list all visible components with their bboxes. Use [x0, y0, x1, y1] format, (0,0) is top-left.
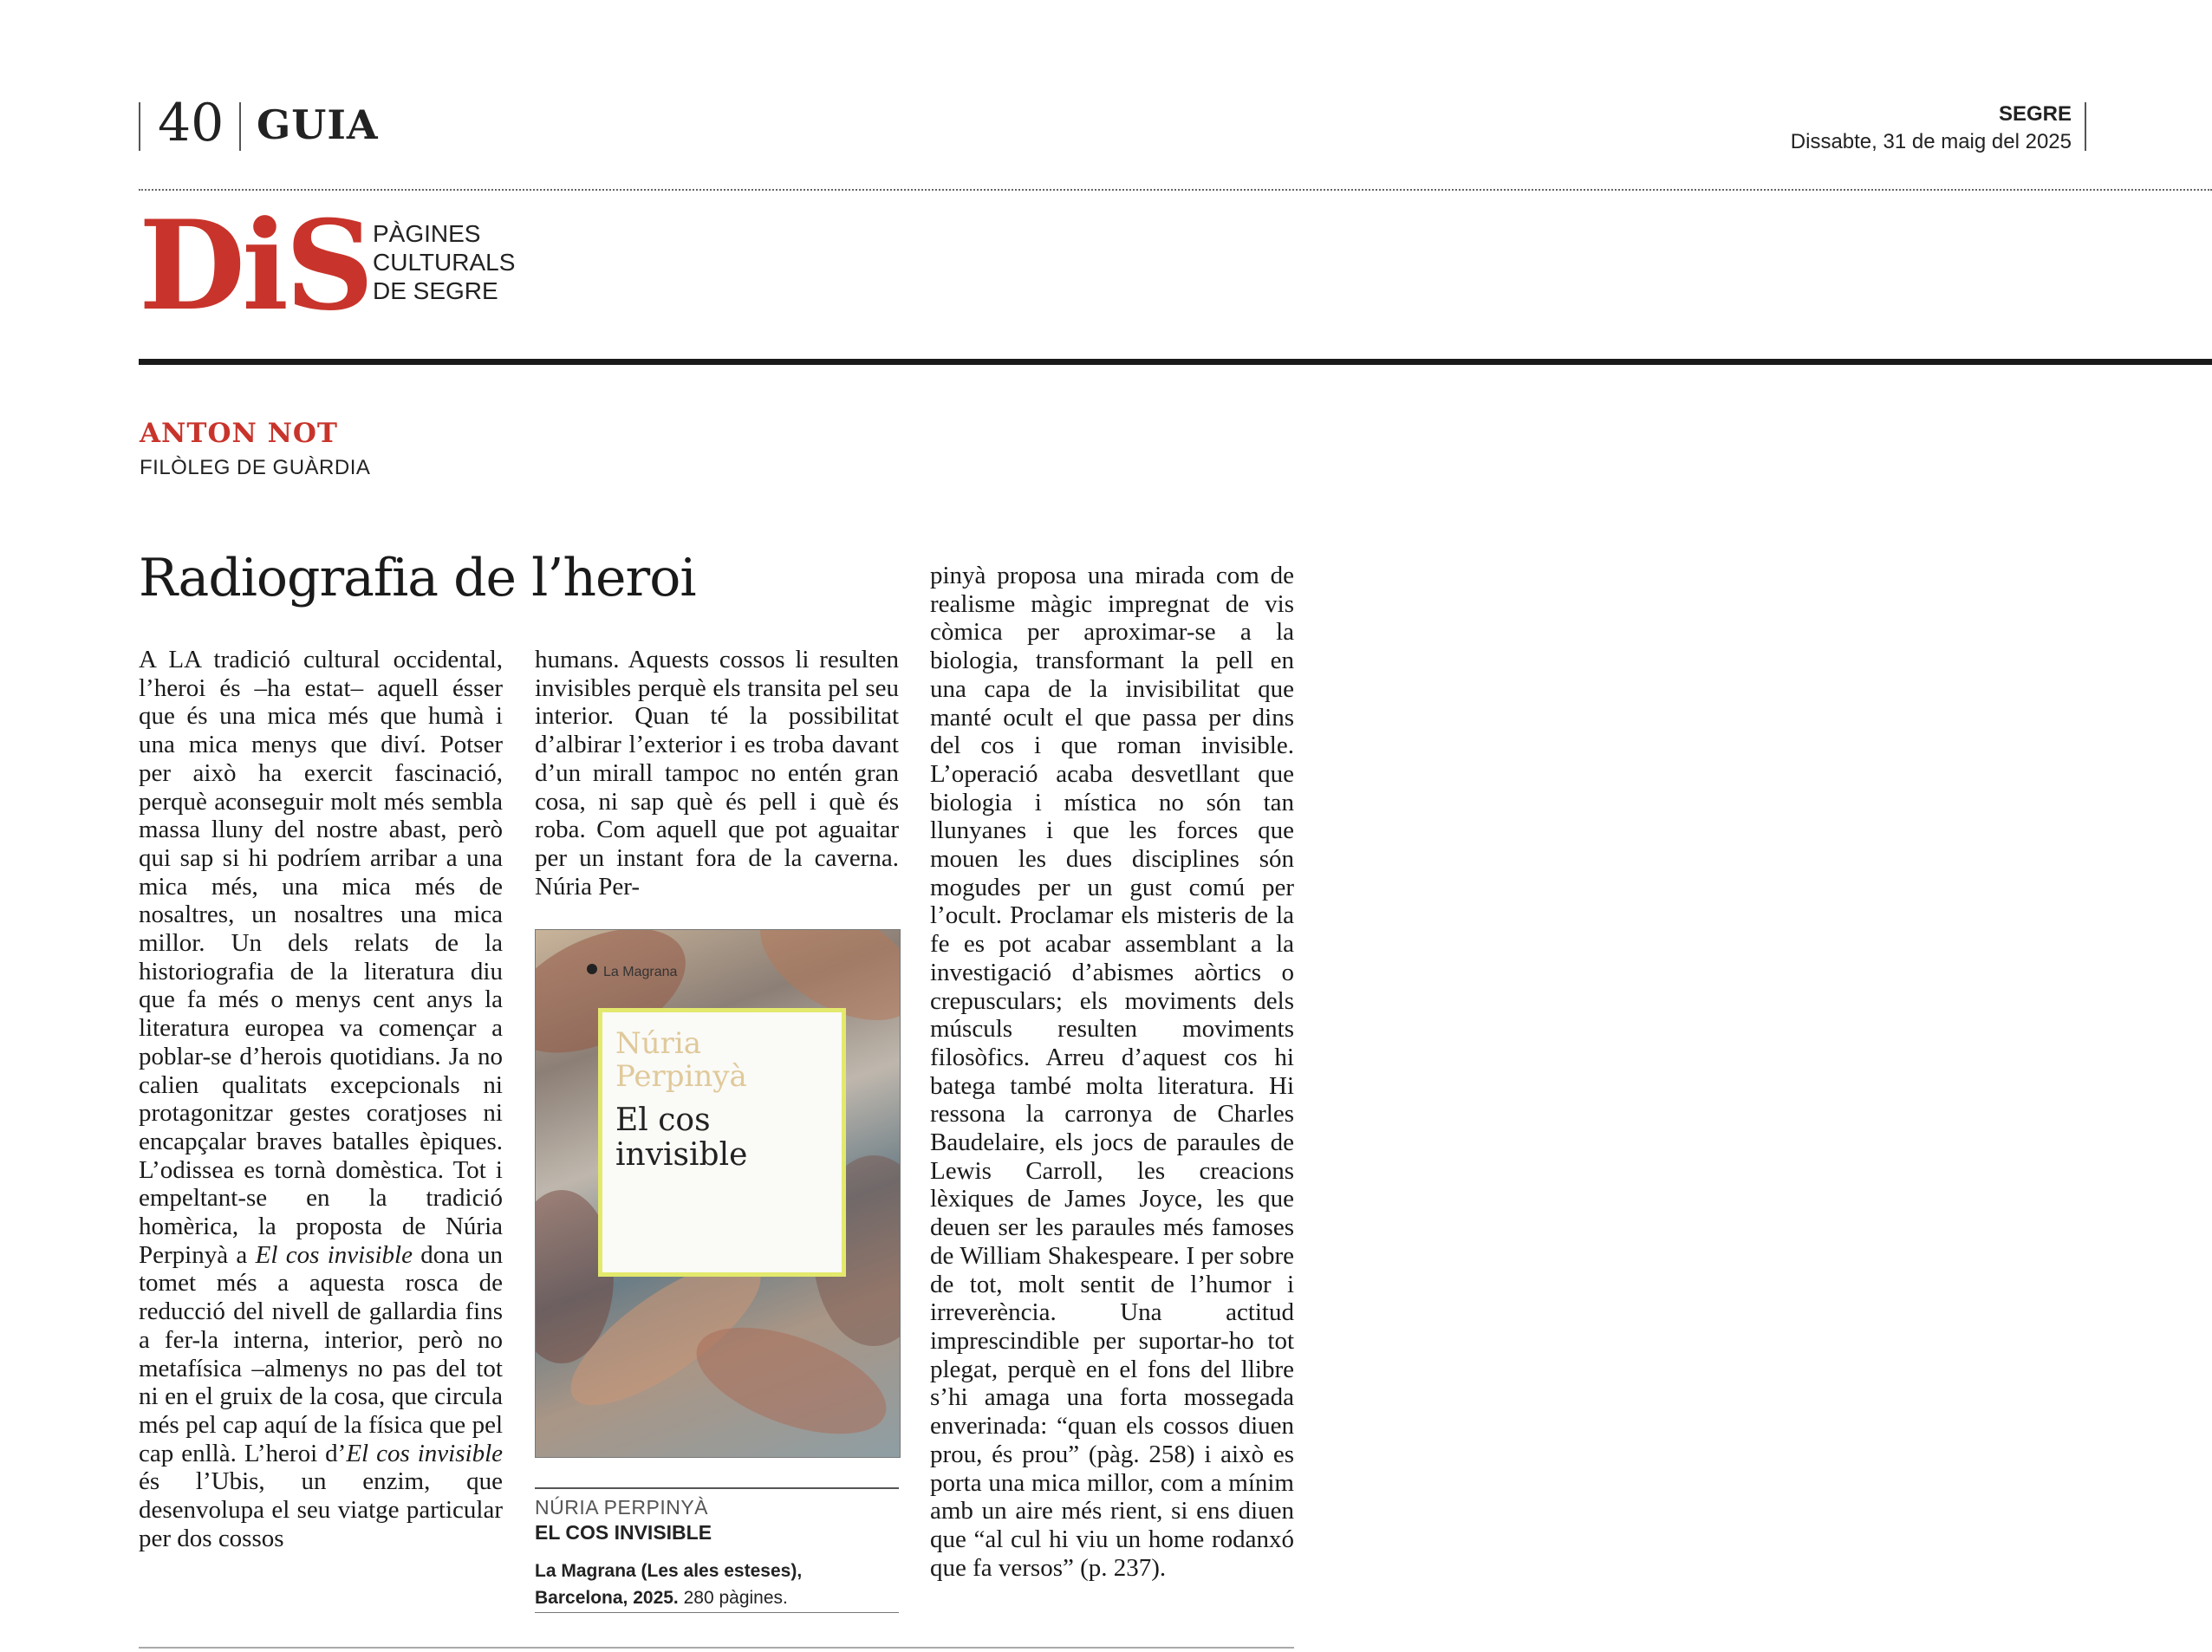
cover-title-line: El cos — [615, 1102, 711, 1138]
paragraph-text: pinyà proposa una mirada com de realisme màgic impregnat de vis còmica per aproximar-se a la biologia, transformant la pell en una capa de la invisibilitat que manté ocult el que passa per dins del cos i que roman invisible. L’operació acaba desvetllant que biologia i mística no són tan llunyanes i que les forces que mouen les dues disciplines són mogudes per un gust comú per l’ocult. Proclamar els misteris de la fe es pot acabar assemblant a la investigació d’abismes aòrtics o crepusculars; els moviments dels músculs resulten moviments filosòfics. Arreu d’aquest cos hi batega també molta literatura. Hi ressona la carronya de Charles Baudelaire, els jocs de paraules de Lewis Carroll, les creacions lèxiques de James Joyce, les que deuen ser les paraules més famoses de William Shakespeare. I per sobre de tot, molt sentit de l’humor i irreverència. Una actitud imprescindible per suportar-ho tot plegat, perquè en el fons del llibre s’hi amaga una forta mossegada enverinada: “quan els cossos diuen prou, és prou” (pàg. 258) i això es porta una mica millor, com a mínim amb un aire més rient, si ens diuen que “al cul hi viu un home rodanxó que fa versos” (p. 237). — [930, 562, 1294, 1582]
book-cover-image — [535, 929, 901, 1458]
paragraph-text: humans. Aquests cossos li resulten invisibles perquè els transita pel seu interior. Quan té la possibilitat d’albirar l’exterior i es troba davant d’un mirall tampoc no entén gran cosa, ni sap què és pell i què és roba. Com aquell que pot aguaitar per un instant fora de la caverna. Núria Per- — [535, 646, 899, 901]
article-column-1 — [139, 646, 503, 1553]
book-details — [535, 1558, 899, 1611]
book-title: EL COS INVISIBLE — [535, 1521, 712, 1544]
header-right-bar — [2085, 102, 2086, 151]
paragraph-text: és l’Ubis, un enzim, que desenvolupa el seu viatge particular per dos cossos — [139, 1467, 503, 1552]
section-name: GUIA — [257, 101, 379, 148]
book-publisher: La Magrana (Les ales esteses), Barcelona, 2025. — [535, 1561, 803, 1608]
book-info-rule-bottom — [535, 1612, 899, 1613]
book-author: NÚRIA PERPINYÀ — [535, 1496, 708, 1519]
publisher-logo-icon — [586, 963, 598, 975]
cover-author-line: Núria — [615, 1026, 702, 1061]
cover-title-line: invisible — [615, 1137, 748, 1173]
book-pages: 280 pàgines. — [678, 1588, 788, 1608]
paragraph-text: dona un tomet més a aquesta rosca de reducció del nivell de gallardia fins a fer-la interna, interior, però no metafísica –almenys no pas del tot ni en el gruix de la cosa, que circula més pel cap aquí de la física que pel cap enllà. L’heroi d’ — [139, 1240, 503, 1467]
author-role: FILÒLEG DE GUÀRDIA — [140, 456, 371, 479]
masthead-tagline — [373, 219, 515, 305]
masthead-rule — [139, 359, 2212, 365]
tagline-line: DE SEGRE — [373, 277, 498, 304]
cover-author — [615, 1027, 747, 1093]
book-info-rule — [535, 1487, 899, 1489]
paragraph-text: A LA tradició cultural occidental, l’heroi és –ha estat– aquell ésser que és una mica més que humà i una mica menys que diví. Potser per això ha exercit fascinació, perquè aconseguir molt més sembla massa lluny del nostre abast, però qui sap si hi podríem arribar a una mica més, una mica més de nosaltres, un nosaltres una mica millor. Un dels relats de la historiografia de la literatura diu que fa més o menys cent anys la literatura europea va començar a poblar-se d’herois quotidians. Ja no calien qualitats excepcionals ni protagonitzar gestes coratjoses ni encapçalar braves batalles èpiques. L’odissea es tornà domèstica. Tot i empeltant-se en la tradició homèrica, la proposta de Núria Perpinyà a — [139, 646, 503, 1269]
newspaper-name: SEGRE — [1998, 102, 2072, 126]
article-column-2 — [535, 646, 899, 901]
dis-logo: DiS — [139, 194, 371, 338]
header-dotted-rule — [139, 189, 2212, 191]
book-title-italic: El cos invisible — [346, 1439, 503, 1467]
article-headline: Radiografia de l’heroi — [139, 548, 696, 608]
tagline-line: PÀGINES — [373, 220, 481, 247]
article-author: ANTON NOT — [140, 418, 338, 449]
tagline-line: CULTURALS — [373, 249, 516, 276]
cover-title — [615, 1103, 747, 1173]
page-number: 40 — [158, 93, 224, 153]
book-title-italic: El cos invisible — [255, 1240, 413, 1269]
header-left-bar — [139, 102, 140, 151]
issue-date: Dissabte, 31 de maig del 2025 — [1790, 130, 2072, 153]
cover-publisher: La Magrana — [603, 965, 678, 979]
cover-author-line: Perpinyà — [615, 1059, 747, 1094]
article-column-3 — [930, 562, 1294, 1582]
header-divider — [239, 102, 241, 151]
page-bottom-rule — [139, 1647, 1294, 1649]
